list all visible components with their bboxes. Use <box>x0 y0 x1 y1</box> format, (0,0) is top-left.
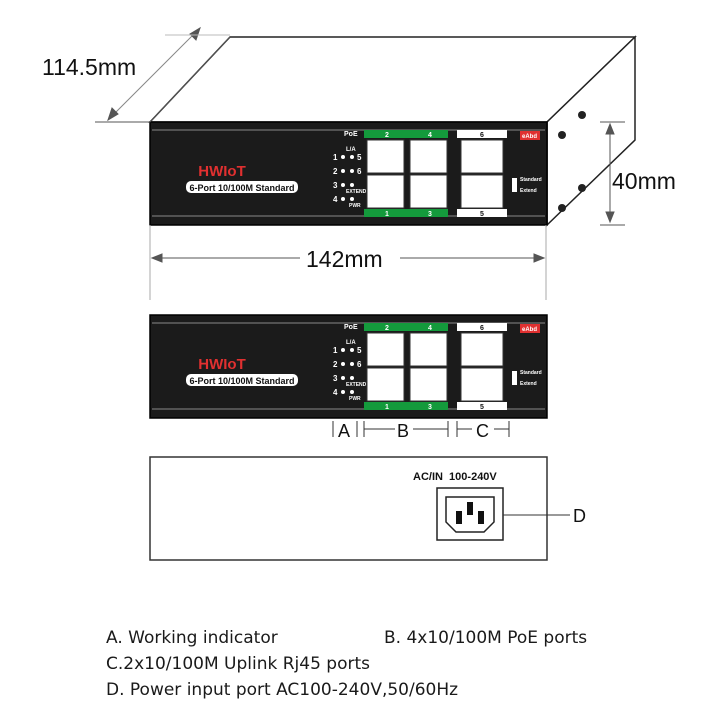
model-label: 6-Port 10/100M Standard <box>189 183 295 193</box>
power-indicator-label: PWR <box>349 203 361 209</box>
svg-text:L/A: L/A <box>346 340 356 346</box>
svg-text:2: 2 <box>333 167 338 176</box>
svg-text:1: 1 <box>333 153 338 162</box>
svg-text:1: 1 <box>333 346 338 355</box>
svg-text:4: 4 <box>428 132 432 139</box>
link-indicator-label: L/A <box>346 147 356 153</box>
callout-d: D <box>573 506 586 526</box>
svg-text:5: 5 <box>480 211 484 218</box>
legend-c: C.2x10/100M Uplink Rj45 ports <box>106 654 371 674</box>
legend-d: D. Power input port AC100-240V,50/60Hz <box>106 680 459 700</box>
svg-text:1: 1 <box>385 404 389 411</box>
model-label-front: 6-Port 10/100M Standard <box>189 376 295 386</box>
svg-text:Standard: Standard <box>520 370 542 376</box>
width-dimension-label: 142mm <box>306 246 383 272</box>
svg-text:6: 6 <box>480 325 484 332</box>
extend-indicator-label: EXTEND <box>346 189 367 195</box>
svg-text:3: 3 <box>333 374 338 383</box>
svg-text:Extend: Extend <box>520 188 537 194</box>
rear-view <box>150 457 570 560</box>
svg-text:4: 4 <box>333 195 338 204</box>
height-dimension-label: 40mm <box>612 168 676 194</box>
svg-text:EXTEND: EXTEND <box>346 382 367 388</box>
legend-b: B. 4x10/100M PoE ports <box>384 628 588 648</box>
svg-text:Standard: Standard <box>520 177 542 183</box>
svg-text:3: 3 <box>333 181 338 190</box>
svg-text:PoE: PoE <box>344 324 358 331</box>
brand-logo: HWIoT <box>198 163 246 180</box>
legend-a: A. Working indicator <box>106 628 278 648</box>
svg-text:1: 1 <box>385 211 389 218</box>
svg-text:3: 3 <box>428 404 432 411</box>
svg-text:6: 6 <box>357 167 362 176</box>
svg-text:6: 6 <box>480 132 484 139</box>
svg-text:5: 5 <box>357 153 362 162</box>
svg-text:2: 2 <box>333 360 338 369</box>
svg-text:eAbd: eAbd <box>522 327 537 333</box>
mode-switch <box>512 178 517 192</box>
svg-text:PWR: PWR <box>349 396 361 402</box>
svg-text:5: 5 <box>357 346 362 355</box>
rear-power-label: AC/IN 100-240V <box>413 471 497 483</box>
section-label-c: C <box>476 421 489 441</box>
svg-text:4: 4 <box>428 325 432 332</box>
brand-logo-front: HWIoT <box>198 356 246 373</box>
section-label-b: B <box>397 421 410 441</box>
svg-text:5: 5 <box>480 404 484 411</box>
depth-dimension-label: 114.5mm <box>42 54 137 80</box>
switch-3d-view <box>150 37 635 225</box>
svg-text:4: 4 <box>333 388 338 397</box>
mode-switch-label: eAbd <box>522 134 537 140</box>
svg-text:Extend: Extend <box>520 381 537 387</box>
svg-text:2: 2 <box>385 132 389 139</box>
section-label-a: A <box>338 421 351 441</box>
svg-text:2: 2 <box>385 325 389 332</box>
front-view <box>150 315 547 418</box>
svg-text:3: 3 <box>428 211 432 218</box>
svg-text:6: 6 <box>357 360 362 369</box>
poe-indicator-label: PoE <box>344 131 358 138</box>
